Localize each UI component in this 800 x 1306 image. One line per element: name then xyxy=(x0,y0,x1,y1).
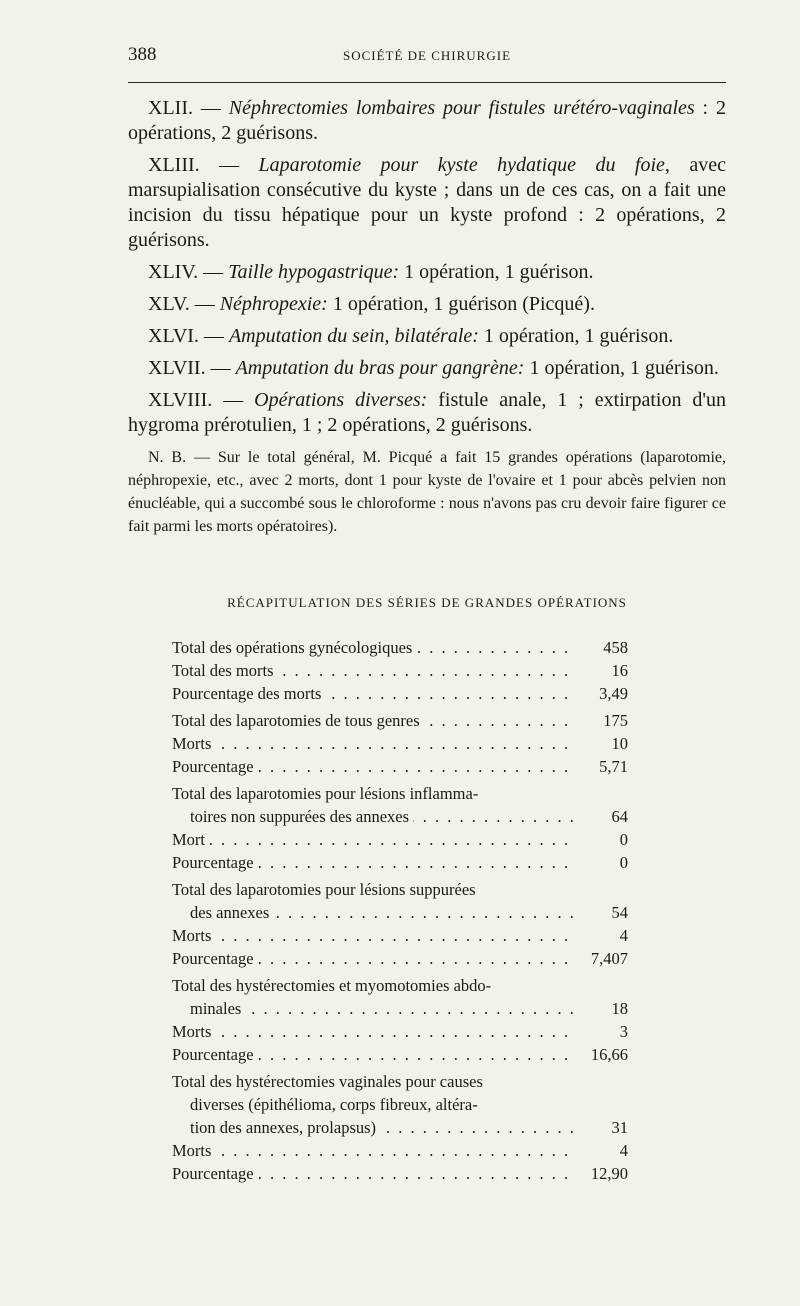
section-number: XLII. — xyxy=(148,97,229,119)
section-text: 1 opération, 1 guérison. xyxy=(399,261,594,283)
row-label xyxy=(172,924,576,947)
row-label xyxy=(172,878,628,901)
table-row xyxy=(172,1162,628,1185)
section-title: Amputation du bras pour gangrène: xyxy=(235,357,525,379)
section-number: XLIV. — xyxy=(148,261,229,283)
section-title: Amputation du sein, bilatérale: xyxy=(228,325,479,347)
row-label-text: Pourcentage xyxy=(172,949,258,968)
row-value: 0 xyxy=(619,830,628,849)
table-row xyxy=(172,851,628,874)
row-label-text: Pourcentage xyxy=(172,853,258,872)
row-label-text: minales xyxy=(190,999,245,1018)
row-label-text: Total des opérations gynécologiques xyxy=(172,638,416,657)
table-row xyxy=(172,974,628,997)
table-row xyxy=(172,682,628,705)
table-row xyxy=(172,709,628,732)
table-row xyxy=(172,732,628,755)
row-value: 0 xyxy=(619,853,628,872)
table-row xyxy=(172,805,628,828)
row-label-text: Pourcentage xyxy=(172,1045,258,1064)
table-row xyxy=(172,659,628,682)
section-number: XLVIII. — xyxy=(148,389,255,411)
row-label xyxy=(190,805,576,828)
row-value: 4 xyxy=(619,926,628,945)
table-row xyxy=(172,1070,628,1093)
body-text xyxy=(128,96,726,538)
table-row xyxy=(172,947,628,970)
section-paragraph xyxy=(128,324,726,349)
nota-bene: N. B. — Sur le total général, M. Picqué a fait 15 grandes opérations (laparotomie, néphropexie, etc., avec 2 morts, dont 1 pour kyste de l'ovaire et 1 pour abcès pelvien non énucléable, qui a succombé sous le chloroforme : nous n'avons pas cru devoir faire figurer ce fait parmi les morts opératoires). xyxy=(128,449,726,535)
section-number: XLV. — xyxy=(148,293,220,315)
row-label-text: Pourcentage des morts xyxy=(172,684,325,703)
row-label-text: Morts xyxy=(172,926,215,945)
table-row xyxy=(172,755,628,778)
row-label-text: Pourcentage xyxy=(172,757,258,776)
row-value: 4 xyxy=(619,1141,628,1160)
section-title: Taille hypogastrique: xyxy=(228,261,400,283)
row-label xyxy=(172,851,576,874)
row-label-text: Total des laparotomies de tous genres xyxy=(172,711,424,730)
row-label-text: Total des laparotomies pour lésions suppurées xyxy=(172,880,480,899)
row-value: 18 xyxy=(611,999,628,1018)
row-label-text: tion des annexes, prolapsus) xyxy=(190,1118,380,1137)
row-value: 64 xyxy=(611,807,628,826)
row-value: 458 xyxy=(603,638,628,657)
section-text: fistule anale, 1 ; extirpation d'un hygroma prérotulien, 1 ; 2 opérations, 2 guérisons. xyxy=(128,389,726,436)
row-label xyxy=(172,659,576,682)
section-title: Néphrectomies lombaires pour fistules urétéro-vaginales xyxy=(228,97,695,119)
row-label-text: toires non suppurées des annexes xyxy=(190,807,413,826)
row-label-text: Mort xyxy=(172,830,209,849)
row-label-text: des annexes xyxy=(190,903,273,922)
section-text: 1 opération, 1 guérison. xyxy=(478,325,674,347)
row-value: 31 xyxy=(611,1118,628,1137)
page-number: 388 xyxy=(128,44,157,65)
row-label-text: Total des hystérectomies et myomotomies abdo- xyxy=(172,976,495,995)
row-label xyxy=(172,755,576,778)
row-label-text: Total des hystérectomies vaginales pour causes xyxy=(172,1072,487,1091)
row-label xyxy=(172,1043,576,1066)
row-label-text: Morts xyxy=(172,734,215,753)
row-label xyxy=(172,828,576,851)
row-label-text: Pourcentage xyxy=(172,1164,258,1183)
row-value: 12,90 xyxy=(590,1164,628,1183)
row-label xyxy=(190,1093,628,1116)
table-row xyxy=(172,878,628,901)
row-value: 5,71 xyxy=(599,757,628,776)
table-row xyxy=(172,901,628,924)
section-number: XLVII. — xyxy=(148,357,236,379)
row-label-text: Total des laparotomies pour lésions inflamma- xyxy=(172,784,482,803)
section-text: : 2 opérations, 2 guérisons. xyxy=(128,97,726,144)
table-row xyxy=(172,1043,628,1066)
row-label-text: diverses (épithélioma, corps fibreux, altéra- xyxy=(190,1095,482,1114)
row-value: 16 xyxy=(611,661,628,680)
section-text: 1 opération, 1 guérison. xyxy=(524,357,719,379)
table-row xyxy=(172,636,628,659)
section-paragraph xyxy=(128,356,726,381)
section-paragraph xyxy=(128,153,726,253)
table-row xyxy=(172,1020,628,1043)
row-label xyxy=(172,636,576,659)
row-label xyxy=(190,997,576,1020)
row-label xyxy=(172,682,576,705)
header-rule xyxy=(128,82,726,83)
row-value: 3 xyxy=(619,1022,628,1041)
row-value: 10 xyxy=(611,734,628,753)
row-value: 54 xyxy=(611,903,628,922)
table-row xyxy=(172,924,628,947)
table-row xyxy=(172,1093,628,1116)
row-label-text: Total des morts xyxy=(172,661,278,680)
row-value: 7,407 xyxy=(590,949,628,968)
table-row xyxy=(172,1116,628,1139)
row-value: 16,66 xyxy=(590,1045,628,1064)
page-header xyxy=(128,44,726,74)
row-label xyxy=(172,1139,576,1162)
row-label-text: Morts xyxy=(172,1022,215,1041)
row-value: 175 xyxy=(603,711,628,730)
row-label xyxy=(172,947,576,970)
recap-table xyxy=(172,636,628,1185)
table-row xyxy=(172,828,628,851)
row-label xyxy=(190,901,576,924)
section-paragraph xyxy=(128,292,726,317)
row-label xyxy=(172,732,576,755)
table-row xyxy=(172,782,628,805)
row-label xyxy=(172,1070,628,1093)
table-row xyxy=(172,997,628,1020)
section-number: XLVI. — xyxy=(148,325,229,347)
row-label xyxy=(172,782,628,805)
recap-title: RÉCAPITULATION DES SÉRIES DE GRANDES OPÉRATIONS xyxy=(227,595,627,610)
section-title: Néphropexie: xyxy=(219,293,328,315)
row-value: 3,49 xyxy=(599,684,628,703)
row-label xyxy=(190,1116,576,1139)
section-text: , avec marsupialisation consécutive du kyste ; dans un de ces cas, on a fait une incision du tissu hépatique pour un kyste profond : 2 opérations, 2 guérisons. xyxy=(128,154,726,251)
section-text: 1 opération, 1 guérison (Picqué). xyxy=(327,293,595,315)
row-label xyxy=(172,1162,576,1185)
section-title: Opérations diverses: xyxy=(254,389,428,411)
table-row xyxy=(172,1139,628,1162)
section-paragraph xyxy=(128,260,726,285)
section-paragraph xyxy=(128,96,726,146)
row-label-text: Morts xyxy=(172,1141,215,1160)
section-title: Laparotomie pour kyste hydatique du foie xyxy=(258,154,665,176)
running-title: SOCIÉTÉ DE CHIRURGIE xyxy=(342,48,512,63)
row-label xyxy=(172,974,628,997)
row-label xyxy=(172,709,576,732)
row-label xyxy=(172,1020,576,1043)
section-paragraph xyxy=(128,388,726,438)
section-number: XLIII. — xyxy=(148,154,259,176)
